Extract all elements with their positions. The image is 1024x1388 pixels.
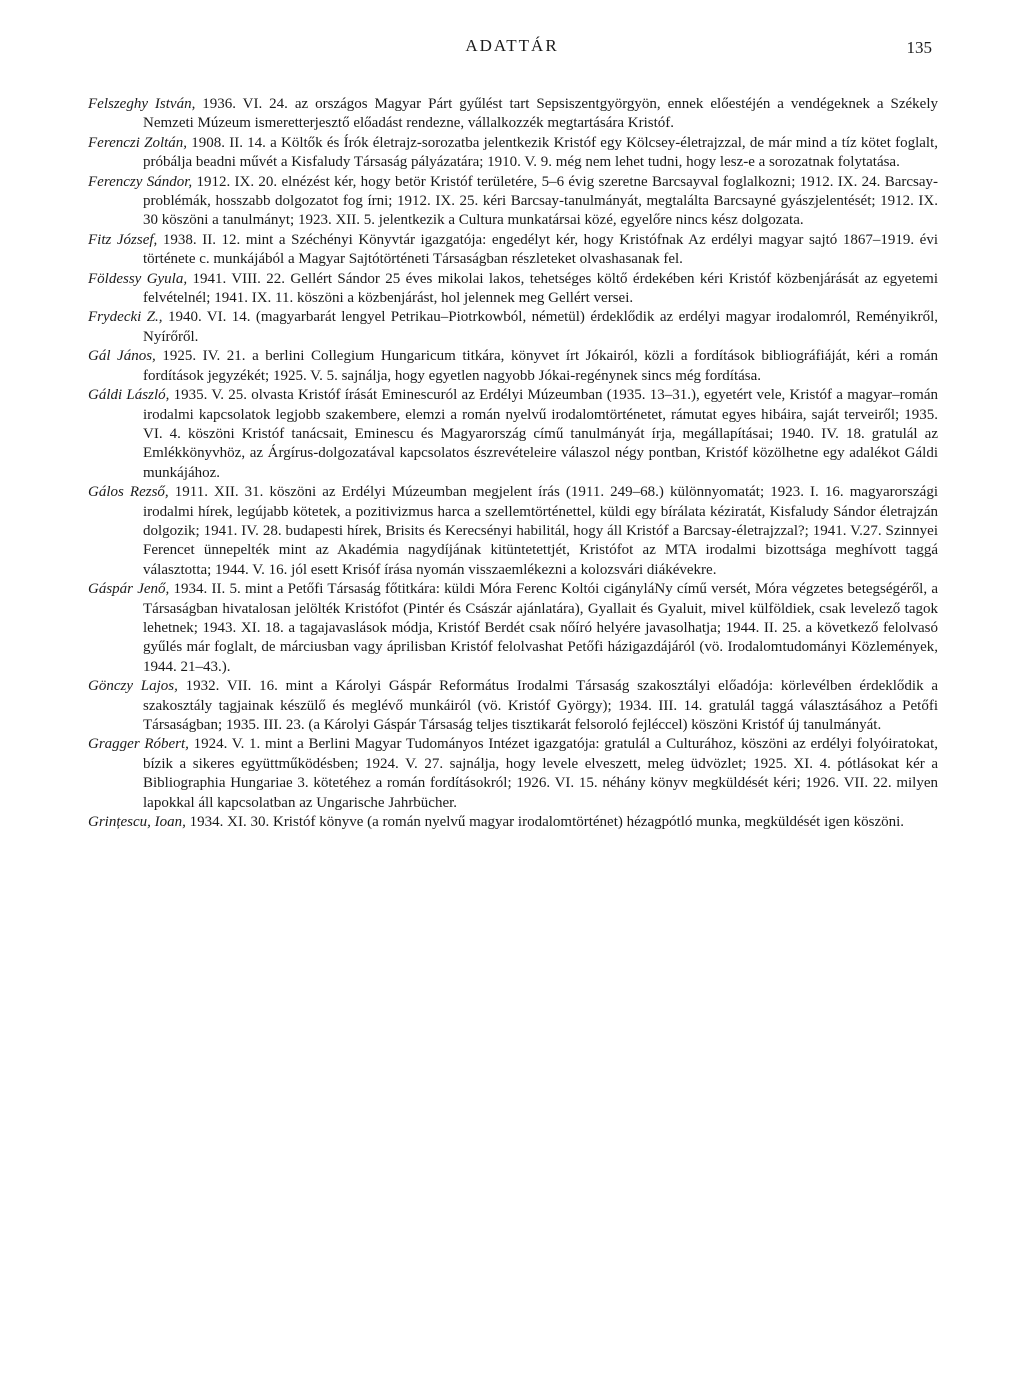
- entry-ferenczy: [88, 173, 938, 231]
- entry-name: Földessy Gyula,: [88, 270, 188, 287]
- entry-text: 1911. XII. 31. köszöni az Erdélyi Múzeumban megjelent írás (1911. 249–68.) különnyomatát; 1923. I. 16. magyarországi irodalmi hírek, legújabb kötetek, a pozitivizmus harca a szellemtörténettel, küldi egy bírálata kéziratát, Kisfaludy Sándor életrajzán dolgozik; 1941. IV. 28. budapesti hírek, Brisits és Kerecsényi habilitál, hogy áll Kristóf a Barcsay-életrajzzal?; 1941. V.27. Szinnyei Ferencet ünnepelték mint az Akadémia nagydíjának kitüntetettjét, Kristófot az MTA irodalmi bizottsága meghívott taggá választotta; 1944. V. 16. jól esett Krisóf írása nyomán visszaemlékezni a kolozsvári diákévekre.: [143, 484, 938, 578]
- entry-text: 1935. V. 25. olvasta Kristóf írását Eminescuról az Erdélyi Múzeumban (1935. 13–31.), egyetért vele, Kristóf a magyar–román irodalmi kapcsolatok legjobb szakembere, elemzi a román nyelvű irodalomtörténetet, rámutat egyes hibáira, saját terveiről; 1935. VI. 4. köszöni Kristóf tanácsait, Eminescu és Magyarország című tanulmányát írja, megállapításai; 1940. IV. 18. gratulál az Emlékkönyvhöz, az Árgírus-dolgozatával kapcsolatos észrevételeire válaszol négy pontban, Kristóf közölhetne egy adalékot Gáldi munkájához.: [143, 387, 938, 481]
- entry-text: 1936. VI. 24. az országos Magyar Párt gyűlést tart Sepsiszentgyörgyön, ennek előestéjén a vendégeknek a Székely Nemzeti Múzeum ismeretterjesztő előadást rendezne, vállalkozzék megtartására Kristóf.: [143, 96, 938, 132]
- entry-grintescu: [88, 813, 938, 832]
- entry-gal: [88, 347, 938, 386]
- entry-name: Gragger Róbert,: [88, 736, 189, 753]
- entry-text: 1941. VIII. 22. Gellért Sándor 25 éves mikolai lakos, tehetséges költő érdekében kéri Kristóf közbenjárását az egyetemi felvételnél; 1941. IX. 11. köszöni a közbenjárást, hol jelennek meg Gellért versei.: [143, 270, 938, 307]
- entry-text: 1924. V. 1. mint a Berlini Magyar Tudományos Intézet igazgatója: gratulál a Culturához, köszöni az erdélyi folyóiratokat, bízik a sikeres együttműködésben; 1924. V. 27. sajnálja, hogy levele elveszett, meleg üdvözlet; 1925. XI. 4. pótlásokat kér a Bibliographia Hungariae 3. kötetéhez a román fordításokról; 1926. VI. 15. néhány könyv megküldését kéri; 1926. VII. 22. milyen lapokkal áll kapcsolatban az Ungarische Jahrbücher.: [143, 736, 938, 811]
- entry-name: Gáldi László,: [88, 387, 170, 404]
- entry-text: 1938. II. 12. mint a Széchényi Könyvtár igazgatója: engedélyt kér, hogy Kristófnak Az erdélyi magyar sajtó 1867–1919. évi története c. munkájából a Magyar Sajtótörténeti Társaságban részleteket olvashasanak fel.: [143, 231, 938, 268]
- entry-fitz: [88, 231, 938, 270]
- entry-name: Ferenczi Zoltán,: [88, 134, 188, 151]
- entry-text: 1940. VI. 14. (magyarbarát lengyel Petrikau–Piotrkowból, németül) érdeklődik az erdélyi magyar irodalomról, Reményikről, Nyírőről.: [143, 309, 939, 345]
- entry-text: 1934. XI. 30. Kristóf könyve (a román nyelvű magyar irodalomtörténet) hézagpótló munka, megküldését igen köszöni.: [185, 814, 905, 831]
- entry-foldessy: [88, 270, 938, 309]
- entry-text: 1912. IX. 20. elnézést kér, hogy betör Kristóf területére, 5–6 évig szeretne Barcsayval foglalkozni; 1912. IX. 24. Barcsay-problémák, hosszabb dolgozatot fog írni; 1912. IX. 25. kéri Barcsay-tanulmányát, megtalálta Barcsayné gyászjelentését; 1912. IX. 30 köszöni a tanulmányt; 1923. XII. 5. jelentkezik a Cultura munkatársai közé, egyelőre nincs kész dolgozata.: [143, 173, 939, 229]
- entry-text: 1908. II. 14. a Költők és Írók életrajz-sorozatba jelentkezik Kristóf egy Kölcsey-életrajzzal, de már mind a tíz kötet foglalt, próbálja beadni művét a Kisfaludy Társaság pályázatára; 1910. V. 9. még nem lehet tudni, hogy lesz-e a sorozatnak folytatása.: [143, 134, 938, 171]
- running-head-title: ADATTÁR: [465, 36, 559, 55]
- entry-felszeghy: [88, 95, 938, 134]
- entry-name: Gálos Rezső,: [88, 484, 169, 501]
- entry-gragger: [88, 735, 938, 813]
- entry-name: Gáspár Jenő,: [88, 581, 170, 598]
- entry-name: Grințescu, Ioan,: [88, 814, 186, 831]
- entry-name: Ferenczy Sándor,: [88, 173, 193, 190]
- entry-list: [88, 95, 938, 832]
- entry-galos: [88, 483, 938, 580]
- entry-name: Gönczy Lajos,: [88, 678, 178, 695]
- entry-frydecki: [88, 308, 938, 347]
- entry-galdi: [88, 386, 938, 483]
- entry-name: Fitz József,: [88, 231, 158, 248]
- entry-name: Frydecki Z.,: [88, 309, 163, 326]
- entry-gaspar: [88, 580, 938, 677]
- entry-gonczy: [88, 677, 938, 735]
- page-number: 135: [906, 38, 932, 57]
- entry-name: Gál János,: [88, 348, 156, 365]
- entry-text: 1932. VII. 16. mint a Károlyi Gáspár Református Irodalmi Társaság szakosztályi előadója: körlevélben érdeklődik a szakosztály tagjainak készülő és meglévő munkáiról (vö. Kristóf György); 1934. III. 14. gratulál taggá választásához a Petőfi Társaságban; 1935. III. 23. (a Károlyi Gáspár Társaság teljes tisztikarát felsoroló fejléccel) köszöni Kristóf új tanulmányát.: [143, 678, 938, 733]
- entry-name: Felszeghy István,: [88, 96, 196, 112]
- entry-text: 1934. II. 5. mint a Petőfi Társaság főtitkára: küldi Móra Ferenc Koltói cigányláNy című versét, Móra végzetes betegségéről, a Társaságban hivatalosan jelölték Kristófot (Pintér és Császár ajánlatára), Gyallait és Gyaluit, mivel külföldiek, csak levelező tagok lehetnek; 1943. XI. 18. a tagajavaslások módja, Kristóf Berdét csak nőíró helyére javasolhatja; 1944. II. 25. a következő felolvasó gyűlés már foglalt, de márciusban vagy áprilisban Kristóf felolvashat Petőfi házigazdájáról (vö. Irodalomtudományi Közlemények, 1944. 21–43.).: [143, 581, 938, 675]
- page-header: [0, 30, 1024, 60]
- entry-ferenczi: [88, 134, 938, 173]
- entry-text: 1925. IV. 21. a berlini Collegium Hungaricum titkára, könyvet írt Jókairól, közli a fordítások bibliográfiáját, kéri a román fordítások jegyzékét; 1925. V. 5. sajnálja, hogy egyetlen nagyobb Jókai-regénynek sincs még fordítása.: [143, 348, 938, 384]
